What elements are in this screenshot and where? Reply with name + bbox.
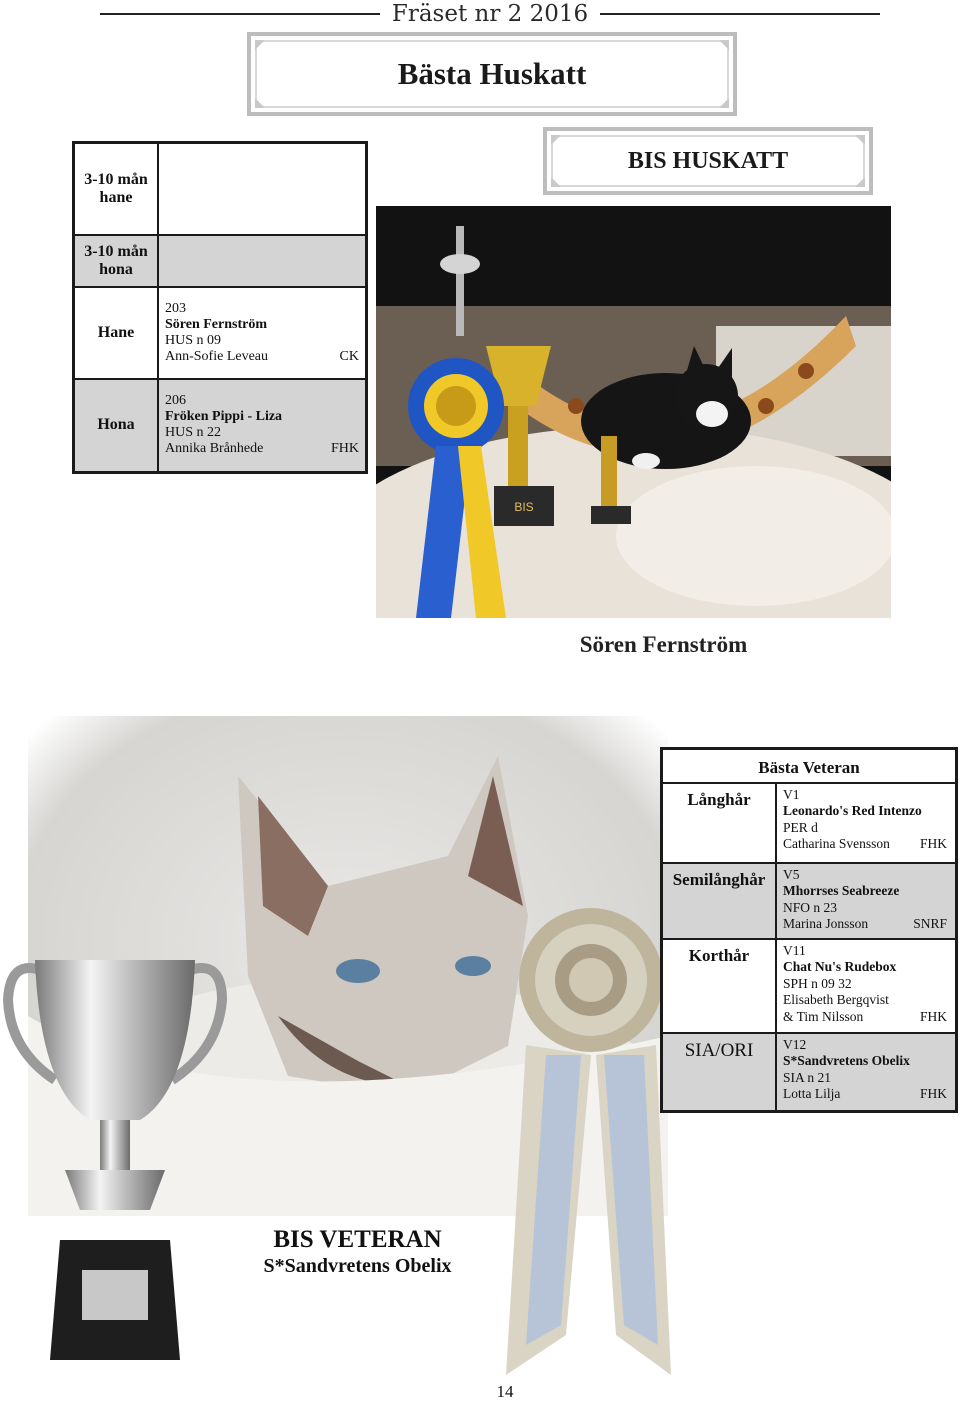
row-entry xyxy=(776,863,957,939)
bis-veteran-name: S*Sandvretens Obelix xyxy=(263,1255,452,1277)
row-category: Semilånghår xyxy=(662,863,777,939)
table-row xyxy=(662,863,957,939)
row-entry xyxy=(158,379,367,473)
entry-owner: Lotta Lilja xyxy=(783,1086,841,1102)
bis-huskatt-title: BIS HUSKATT xyxy=(627,147,789,174)
veteran-title: Bästa Veteran xyxy=(662,749,957,784)
row-category: Långhår xyxy=(662,783,777,863)
entry-owner-second: & Tim Nilsson xyxy=(783,1008,864,1024)
table-row xyxy=(74,379,367,473)
row-entry xyxy=(776,939,957,1033)
entry-name: Sören Fernström xyxy=(165,316,267,332)
table-row xyxy=(662,783,957,863)
entry-breed: PER d xyxy=(783,819,818,835)
trophy-label: BIS xyxy=(514,500,534,514)
entry-owner: Elisabeth Bergqvist xyxy=(783,992,889,1008)
page-number: 14 xyxy=(496,1382,514,1401)
huskatt-results-table xyxy=(72,141,368,474)
photo-caption: Sören Fernström xyxy=(579,632,748,657)
row-label: 3-10 mån hona xyxy=(74,235,159,287)
entry-owner: Annika Brånhede xyxy=(165,441,264,457)
entry-club: FHK xyxy=(330,441,359,457)
entry-number: V12 xyxy=(783,1037,807,1052)
veteran-results-table xyxy=(660,747,958,1113)
page-header xyxy=(100,0,880,28)
entry-number: 203 xyxy=(165,300,186,316)
row-category: SIA/ORI xyxy=(662,1033,777,1111)
entry-owner: Marina Jonsson xyxy=(783,916,869,932)
entry-breed: HUS n 09 xyxy=(165,332,222,348)
table-row xyxy=(74,287,367,379)
header-rule-right xyxy=(600,13,880,15)
entry-club: SNRF xyxy=(913,916,947,932)
row-category: Korthår xyxy=(662,939,777,1033)
bis-huskatt-frame xyxy=(543,127,873,195)
table-header-row xyxy=(662,749,957,784)
entry-number: V5 xyxy=(783,867,800,882)
entry-club: FHK xyxy=(919,836,947,852)
entry-number: V11 xyxy=(783,943,806,958)
entry-breed: NFO n 23 xyxy=(783,899,838,915)
table-row xyxy=(74,235,367,287)
row-entry xyxy=(776,1033,957,1111)
bis-huskatt-photo xyxy=(376,206,891,618)
row-entry-empty xyxy=(158,143,367,235)
bis-veteran-title: BIS VETERAN xyxy=(273,1226,442,1253)
entry-name: Fröken Pippi - Liza xyxy=(165,409,283,425)
table-row xyxy=(662,1033,957,1111)
header-text: Fräset nr 2 2016 xyxy=(391,1,589,27)
row-label: Hane xyxy=(74,287,159,379)
entry-name: Mhorrses Seabreeze xyxy=(783,883,900,899)
entry-name: Leonardo's Red Intenzo xyxy=(783,803,922,819)
section-title: Bästa Huskatt xyxy=(397,56,587,91)
row-label: Hona xyxy=(74,379,159,473)
row-label: 3-10 mån hane xyxy=(74,143,159,235)
entry-name: Chat Nu's Rudebox xyxy=(783,959,897,975)
entry-owner: Ann-Sofie Leveau xyxy=(165,348,269,364)
entry-breed: HUS n 22 xyxy=(165,425,222,441)
section-title-frame xyxy=(247,32,737,116)
header-rule-left xyxy=(100,13,380,15)
entry-owner: Catharina Svensson xyxy=(783,836,890,852)
bis-veteran-caption xyxy=(230,1226,485,1278)
row-entry xyxy=(158,287,367,379)
entry-number: 206 xyxy=(165,393,186,409)
entry-club: FHK xyxy=(919,1086,947,1102)
entry-breed: SPH n 09 32 xyxy=(783,975,852,991)
trophy-image xyxy=(0,940,230,1360)
table-row xyxy=(662,939,957,1033)
row-entry xyxy=(776,783,957,863)
entry-club: CK xyxy=(339,348,359,364)
table-row xyxy=(74,143,367,235)
entry-name: S*Sandvretens Obelix xyxy=(783,1053,910,1069)
entry-club: FHK xyxy=(919,1008,947,1024)
row-entry-empty xyxy=(158,235,367,287)
entry-number: V1 xyxy=(783,787,800,802)
entry-breed: SIA n 21 xyxy=(783,1069,832,1085)
